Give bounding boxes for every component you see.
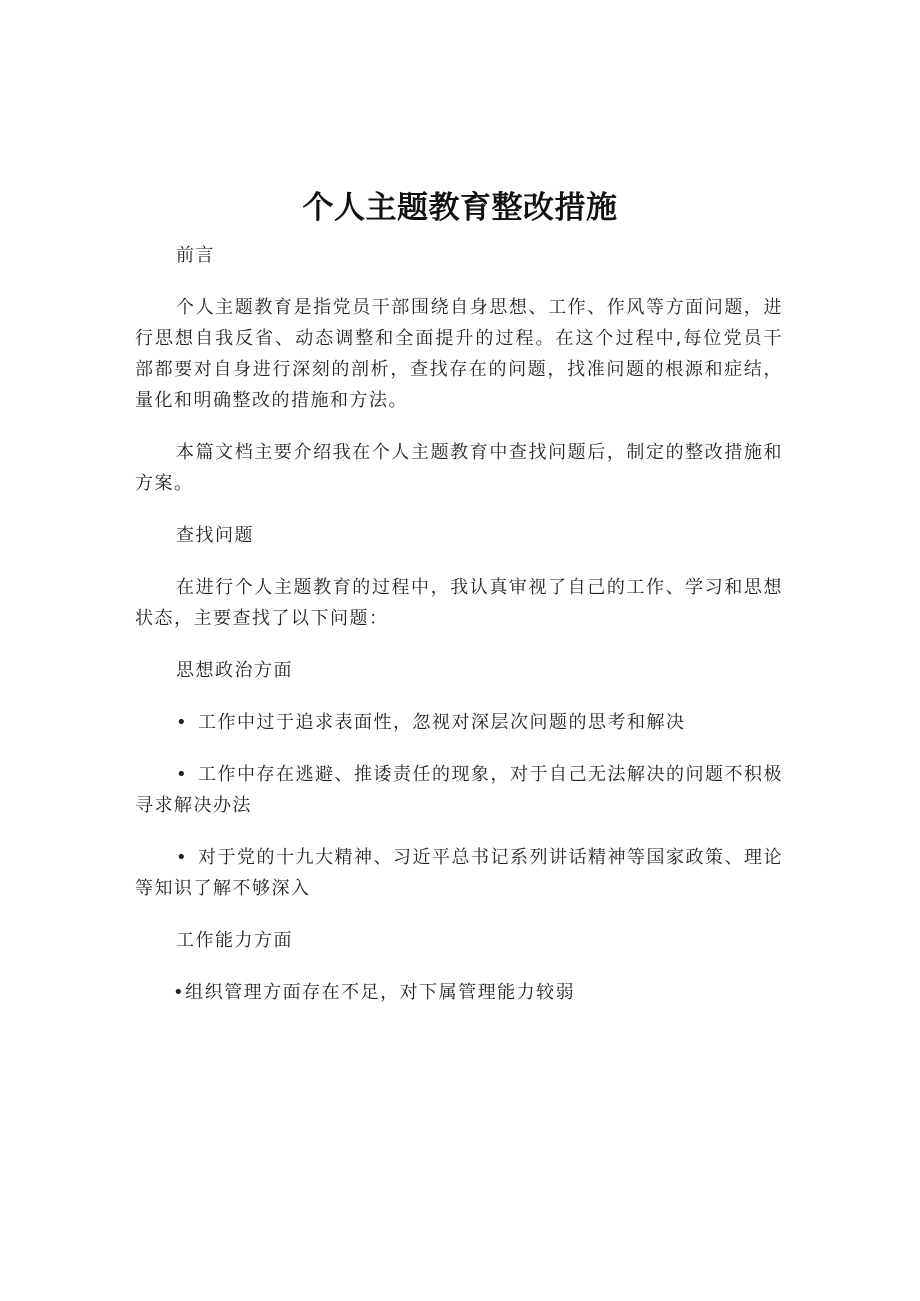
document-body bbox=[135, 240, 783, 1029]
list-item bbox=[135, 759, 783, 821]
list-item bbox=[135, 842, 783, 904]
document-title: 个人主题教育整改措施 bbox=[302, 190, 618, 226]
list-item-text: 工作中存在逃避、推诿责任的现象，对于自己无法解决的问题不积极寻求解决办法 bbox=[135, 764, 783, 816]
section-heading-preface: 前言 bbox=[176, 245, 215, 266]
paragraph-preface-2: 本篇文档主要介绍我在个人主题教育中查找问题后，制定的整改措施和方案。 bbox=[135, 442, 783, 494]
bullet-icon: • bbox=[176, 764, 189, 785]
bullet-icon: • bbox=[173, 982, 186, 1003]
bullet-icon: • bbox=[176, 712, 189, 733]
list-item-text: 对于党的十九大精神、习近平总书记系列讲话精神等国家政策、理论等知识了解不够深入 bbox=[135, 847, 783, 899]
section-heading-find-problems: 查找问题 bbox=[176, 525, 254, 546]
paragraph-preface-1: 个人主题教育是指党员干部围绕自身思想、工作、作风等方面问题，进行思想自我反省、动态调整和全面提升的过程。在这个过程中,每位党员干部都要对自身进行深刻的剖析，查找存在的问题，找准问题的根源和症结，量化和明确整改的措施和方法。 bbox=[135, 297, 783, 411]
list-item bbox=[135, 977, 783, 1008]
subheading-ideology: 思想政治方面 bbox=[176, 660, 293, 681]
bullet-icon: • bbox=[176, 847, 189, 868]
paragraph-find-problems: 在进行个人主题教育的过程中，我认真审视了自己的工作、学习和思想状态，主要查找了以下问题： bbox=[135, 577, 783, 629]
list-item bbox=[135, 707, 783, 738]
list-item-text: 组织管理方面存在不足，对下属管理能力较弱 bbox=[185, 982, 576, 1003]
subheading-work-ability: 工作能力方面 bbox=[176, 930, 293, 951]
list-item-text: 工作中过于追求表面性，忽视对深层次问题的思考和解决 bbox=[198, 712, 686, 733]
